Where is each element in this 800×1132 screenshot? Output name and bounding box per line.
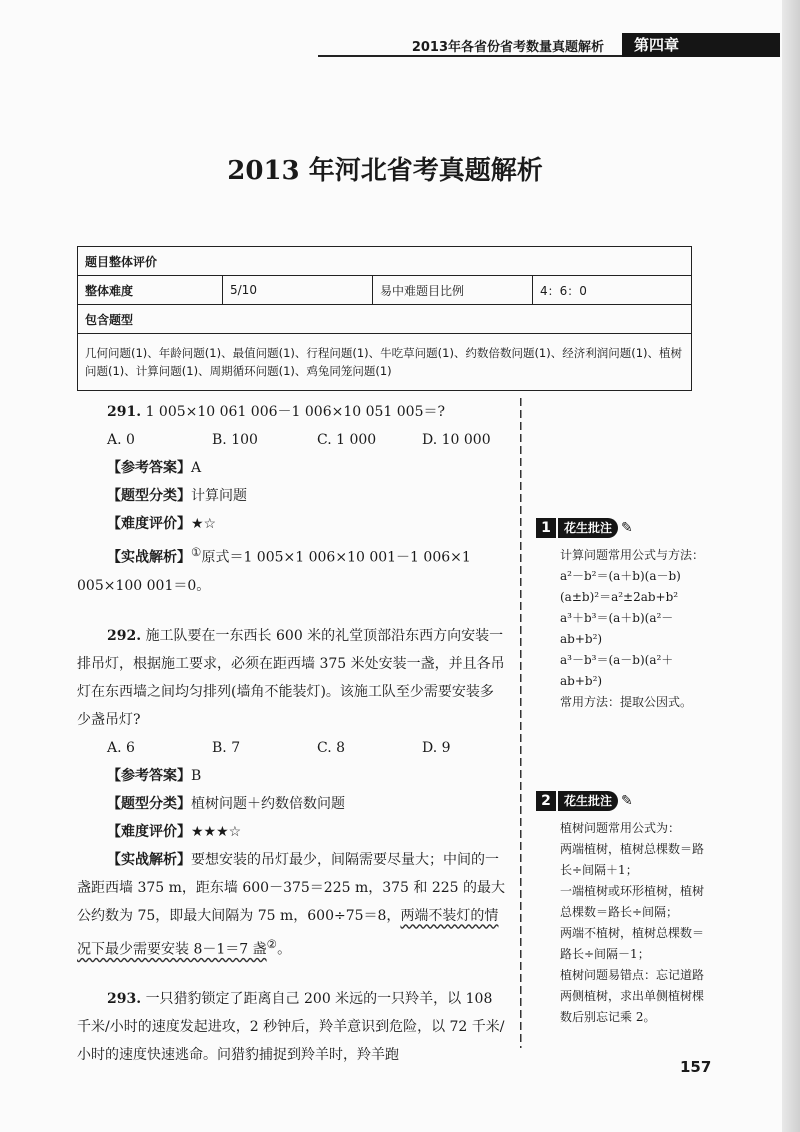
analysis-underlined: 两端不装灯的情况下最少需要安装 8－1＝7 盏 bbox=[77, 907, 499, 958]
evaluation-table bbox=[77, 246, 692, 391]
page-title: 2013 年河北省考真题解析 bbox=[227, 156, 543, 186]
type-value: 植树问题＋约数倍数问题 bbox=[191, 795, 345, 812]
sidenote-tag bbox=[536, 790, 633, 812]
sidenote-line: 植树问题常用公式为： bbox=[560, 821, 681, 835]
option-b: B. 100 bbox=[212, 432, 258, 448]
question-292 bbox=[77, 622, 507, 964]
sidenote-line: 计算问题常用公式与方法： bbox=[560, 548, 705, 562]
question-number: 293. bbox=[107, 991, 142, 1008]
book-title: 2013年各省份省考数量真题解析 bbox=[411, 40, 604, 55]
note-marker: ② bbox=[266, 936, 278, 951]
sidenote-label: 花生批注 bbox=[558, 791, 618, 811]
sidenote-line: a²－b²＝(a＋b)(a－b) bbox=[560, 569, 681, 583]
sidenote-line: 一端植树或环形植树，植树总棵数＝路长÷间隔； bbox=[560, 884, 705, 919]
evaluation-section-label: 题目整体评价 bbox=[78, 247, 692, 276]
answer-value: B bbox=[191, 767, 202, 784]
difficulty-stars: ★★★☆ bbox=[191, 823, 242, 840]
question-stem: 施工队要在一东西长 600 米的礼堂顶部沿东西方向安装一排吊灯，根据施工要求，必须在距西墙 375 米处安装一盏，并且各吊灯在东西墙之间均匀排列(墙角不能装灯)。该施工队至少需要安装多少盏吊灯? bbox=[77, 627, 505, 728]
option-b: B. 7 bbox=[212, 739, 241, 756]
option-a: A. 0 bbox=[107, 432, 135, 448]
sidenote-line: (a±b)²＝a²±2ab+b² bbox=[560, 590, 679, 604]
types-label: 包含题型 bbox=[78, 305, 692, 334]
sidenote-line: 两端植树，植树总棵数＝路长÷间隔＋1； bbox=[560, 842, 705, 877]
analysis-label: 【实战解析】 bbox=[107, 851, 191, 868]
question-number: 292. bbox=[107, 627, 142, 644]
sidenote-tag bbox=[536, 517, 633, 539]
option-d: D. 9 bbox=[422, 739, 451, 756]
sidenote-2 bbox=[536, 790, 704, 1028]
pen-icon: ✎ bbox=[621, 792, 633, 809]
option-a: A. 6 bbox=[107, 739, 135, 756]
answer-label: 【参考答案】 bbox=[107, 767, 191, 784]
answer-label: 【参考答案】 bbox=[107, 460, 191, 476]
analysis-label: 【实战解析】 bbox=[107, 549, 191, 566]
page-number: 157 bbox=[680, 1058, 712, 1076]
types-list: 几何问题(1)、年龄问题(1)、最值问题(1)、行程问题(1)、牛吃草问题(1)、约数倍数问题(1)、经济利润问题(1)、植树问题(1)、计算问题(1)、周期循环问题(1)、鸡兔同笼问题(1) bbox=[78, 334, 692, 391]
sidenote-index: 2 bbox=[536, 791, 556, 811]
option-c: C. 1 000 bbox=[317, 432, 377, 448]
difficulty-value: 5/10 bbox=[223, 276, 373, 305]
note-marker: ① bbox=[191, 545, 202, 559]
page-edge bbox=[782, 0, 800, 1132]
ratio-label: 易中难题目比例 bbox=[373, 276, 533, 305]
question-291 bbox=[77, 398, 507, 600]
difficulty-label: 【难度评价】 bbox=[107, 823, 191, 840]
difficulty-label: 整体难度 bbox=[78, 276, 223, 305]
sidenote-index: 1 bbox=[536, 518, 556, 538]
running-header bbox=[318, 33, 780, 57]
difficulty-stars: ★☆ bbox=[191, 516, 217, 532]
option-c: C. 8 bbox=[317, 739, 346, 756]
answer-value: A bbox=[191, 460, 202, 476]
option-d: D. 10 000 bbox=[422, 432, 491, 448]
question-number: 291. bbox=[107, 404, 142, 420]
question-293 bbox=[77, 985, 507, 1069]
options bbox=[77, 426, 507, 454]
type-label: 【题型分类】 bbox=[107, 795, 191, 812]
question-column bbox=[77, 398, 507, 1069]
sidenote-1 bbox=[536, 517, 704, 713]
sidenote-line: a³－b³＝(a－b)(a²＋ab+b²) bbox=[560, 653, 674, 688]
options bbox=[77, 734, 507, 762]
type-label: 【题型分类】 bbox=[107, 488, 191, 504]
ratio-value: 4：6：0 bbox=[533, 276, 692, 305]
sidenote-line: a³＋b³＝(a＋b)(a²－ab+b²) bbox=[560, 611, 674, 646]
pen-icon: ✎ bbox=[621, 519, 633, 536]
question-stem: 一只猎豹锁定了距离自己 200 米远的一只羚羊，以 108 千米/小时的速度发起进攻，2 秒钟后，羚羊意识到危险，以 72 千米/小时的速度快速逃命。问猎豹捕捉到羚羊时，羚羊跑 bbox=[77, 991, 505, 1064]
analysis-end: 。 bbox=[277, 941, 292, 958]
chapter-label: 第四章 bbox=[622, 33, 780, 57]
sidenote-label: 花生批注 bbox=[558, 518, 618, 538]
question-stem: 1 005×10 061 006－1 006×10 051 005＝? bbox=[145, 404, 446, 420]
analysis-text: 要想安装的吊灯最少，间隔需要尽量大；中间的一盏距西墙 375 m，距东墙 600－375＝225 m，375 和 225 的最大公约数为 75，即最大间隔为 75 m，600÷75＝8， bbox=[77, 851, 506, 924]
column-divider bbox=[518, 398, 524, 1048]
sidenote-line: 两端不植树，植树总棵数＝路长÷间隔－1； bbox=[560, 926, 705, 961]
difficulty-label: 【难度评价】 bbox=[107, 516, 191, 532]
analysis-text: 原式＝1 005×1 006×10 001－1 006×1 005×100 001＝0。 bbox=[77, 549, 471, 594]
sidenote-line: 植树问题易错点：忘记道路两侧植树，求出单侧植树棵数后别忘记乘 2。 bbox=[560, 968, 705, 1024]
type-value: 计算问题 bbox=[191, 488, 247, 504]
sidenote-line: 常用方法：提取公因式。 bbox=[560, 695, 693, 709]
